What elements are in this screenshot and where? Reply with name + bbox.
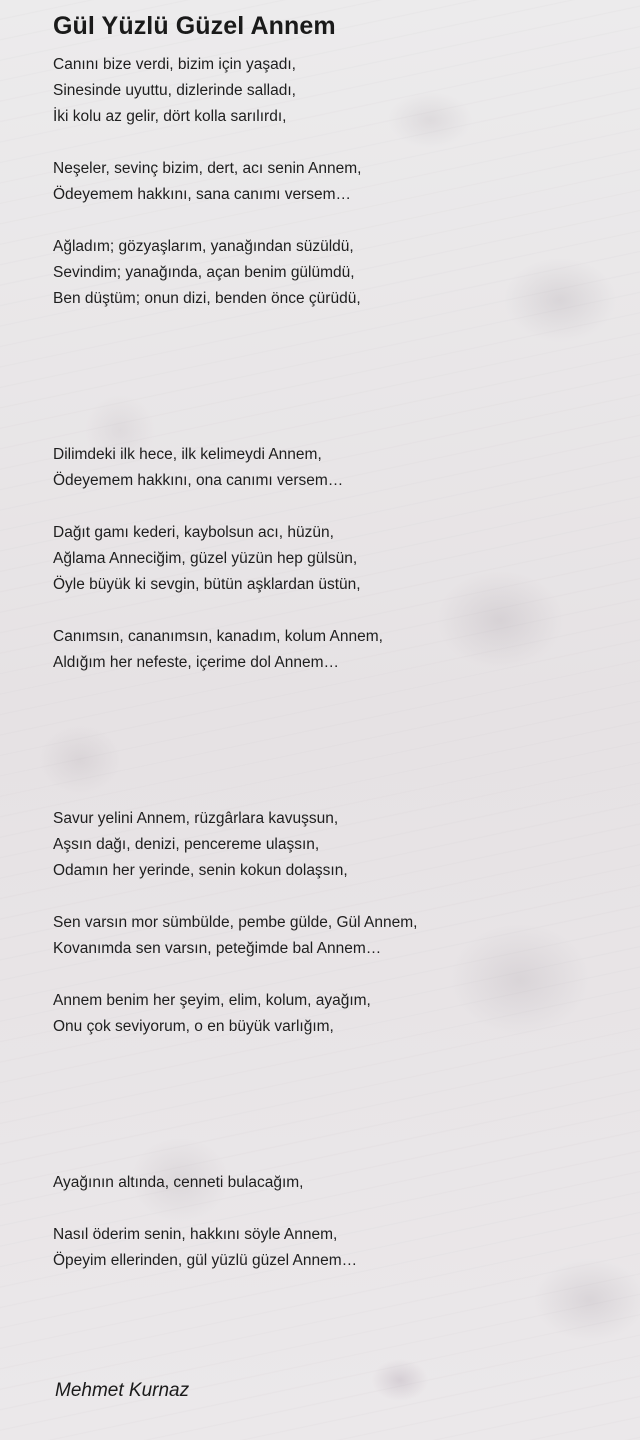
poem-line: Sevindim; yanağında, açan benim gülümdü,: [53, 264, 355, 281]
poem-line: Ağlama Anneciğim, güzel yüzün hep gülsün,: [53, 550, 358, 567]
stanza-7: [53, 806, 613, 884]
poem-line: Öpeyim ellerinden, gül yüzlü güzel Annem…: [53, 1252, 358, 1269]
poem-line: Sinesinde uyuttu, dizlerinde salladı,: [53, 82, 296, 99]
poem-line: Dağıt gamı kederi, kaybolsun acı, hüzün,: [53, 524, 334, 541]
poem-line: Savur yelini Annem, rüzgârlara kavuşsun,: [53, 810, 339, 827]
poem-line: Ayağının altında, cenneti bulacağım,: [53, 1174, 304, 1191]
poem-line: Öyle büyük ki sevgin, bütün aşklardan üstün,: [53, 576, 361, 593]
stanza-10: [53, 1170, 613, 1196]
poem-line: Nasıl öderim senin, hakkını söyle Annem,: [53, 1226, 338, 1243]
poem-line: Ağladım; gözyaşlarım, yanağından süzüldü,: [53, 238, 354, 255]
poem-line: Canını bize verdi, bizim için yaşadı,: [53, 56, 296, 73]
poem-line: Ödeyemem hakkını, ona canımı versem…: [53, 472, 344, 489]
poem-line: Odamın her yerinde, senin kokun dolaşsın,: [53, 862, 348, 879]
poem-body: [53, 52, 613, 1300]
stanza-5: [53, 520, 613, 598]
stanza-8: [53, 910, 613, 962]
poem-line: Dilimdeki ilk hece, ilk kelimeydi Annem,: [53, 446, 322, 463]
poem-line: Ben düştüm; onun dizi, benden önce çürüdü,: [53, 290, 361, 307]
stanza-6: [53, 624, 613, 676]
stanza-1: [53, 52, 613, 130]
stanza-11: [53, 1222, 613, 1274]
stanza-9: [53, 988, 613, 1040]
stanza-2: [53, 156, 613, 208]
poem-title: Gül Yüzlü Güzel Annem: [53, 12, 336, 40]
poem-author: Mehmet Kurnaz: [55, 1380, 190, 1401]
poem-line: Annem benim her şeyim, elim, kolum, ayağım,: [53, 992, 371, 1009]
poem-line: Aldığım her nefeste, içerime dol Annem…: [53, 654, 340, 671]
stanza-4: [53, 442, 613, 494]
poem-line: Neşeler, sevinç bizim, dert, acı senin Annem,: [53, 160, 362, 177]
stanza-3: [53, 234, 613, 312]
poem-line: Sen varsın mor sümbülde, pembe gülde, Gül Annem,: [53, 914, 418, 931]
poem-line: Kovanımda sen varsın, peteğimde bal Annem…: [53, 940, 382, 957]
poem-line: Onu çok seviyorum, o en büyük varlığım,: [53, 1018, 334, 1035]
poem-line: İki kolu az gelir, dört kolla sarılırdı,: [53, 108, 287, 125]
poem-line: Aşsın dağı, denizi, pencereme ulaşsın,: [53, 836, 320, 853]
poem-line: Ödeyemem hakkını, sana canımı versem…: [53, 186, 352, 203]
poem-line: Canımsın, cananımsın, kanadım, kolum Annem,: [53, 628, 383, 645]
